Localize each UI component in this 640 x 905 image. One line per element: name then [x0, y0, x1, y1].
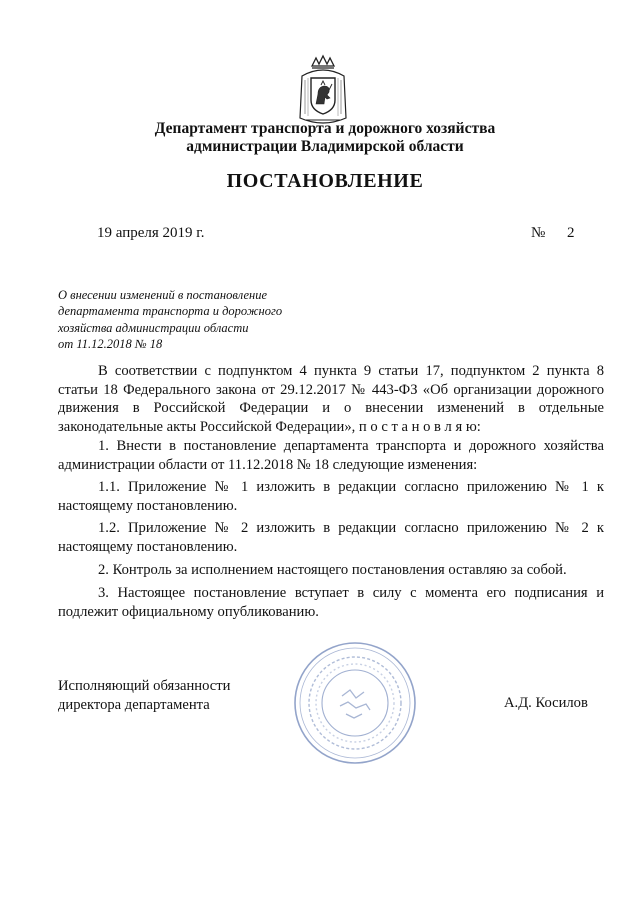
document-title: ПОСТАНОВЛЕНИЕ [226, 170, 424, 192]
document-date: 19 апреля 2019 г. [97, 225, 205, 241]
organization-name-line1: Департамент транспорта и дорожного хозяйства [154, 120, 496, 137]
subject-line: департамента транспорта и дорожного [58, 304, 283, 319]
document-subject [58, 287, 318, 353]
signatory-title [58, 677, 230, 714]
subject-line: от 11.12.2018 № 18 [58, 337, 163, 352]
document-number: 2 [567, 225, 575, 241]
body-paragraph-item-1: 1. Внести в постановление департамента транспорта и дорожного хозяйства администрации области от 11.12.2018 № 18 следующие изменения: [58, 438, 604, 473]
signatory-title-line2: директора департамента [58, 696, 210, 713]
body-paragraph-item-1-1: 1.1. Приложение № 1 изложить в редакции согласно приложению № 1 к настоящему постановлению. [58, 479, 604, 514]
subject-line: О внесении изменений в постановление [58, 288, 268, 302]
body-paragraph-item-3: 3. Настоящее постановление вступает в силу с момента его подписания и подлежит официальному опубликованию. [58, 585, 604, 620]
organization-name-line2: администрации Владимирской области [186, 138, 464, 155]
signatory-name: А.Д. Косилов [504, 695, 588, 711]
coat-of-arms-icon [294, 54, 352, 126]
document-number-label: № [531, 225, 546, 241]
signatory-title-line1: Исполняющий обязанности [58, 678, 231, 694]
body-paragraph-item-2: 2. Контроль за исполнением настоящего постановления оставляю за собой. [98, 562, 567, 578]
body-paragraph-item-1-2: 1.2. Приложение № 2 изложить в редакции согласно приложению № 2 к настоящему постановлению. [58, 520, 604, 555]
official-stamp-icon [290, 638, 420, 768]
body-paragraph-preamble: В соответствии с подпунктом 4 пункта 9 статьи 17, подпунктом 2 пункта 8 статьи 18 Федерального закона от 29.12.2017 № 443-ФЗ «Об организации дорожного движения в Российской Федерации и о внесении изменений в отдельные законодательные акты Российской Федерации», п о с т а н о в л я ю: [58, 363, 604, 435]
subject-line: хозяйства администрации области [58, 320, 249, 335]
